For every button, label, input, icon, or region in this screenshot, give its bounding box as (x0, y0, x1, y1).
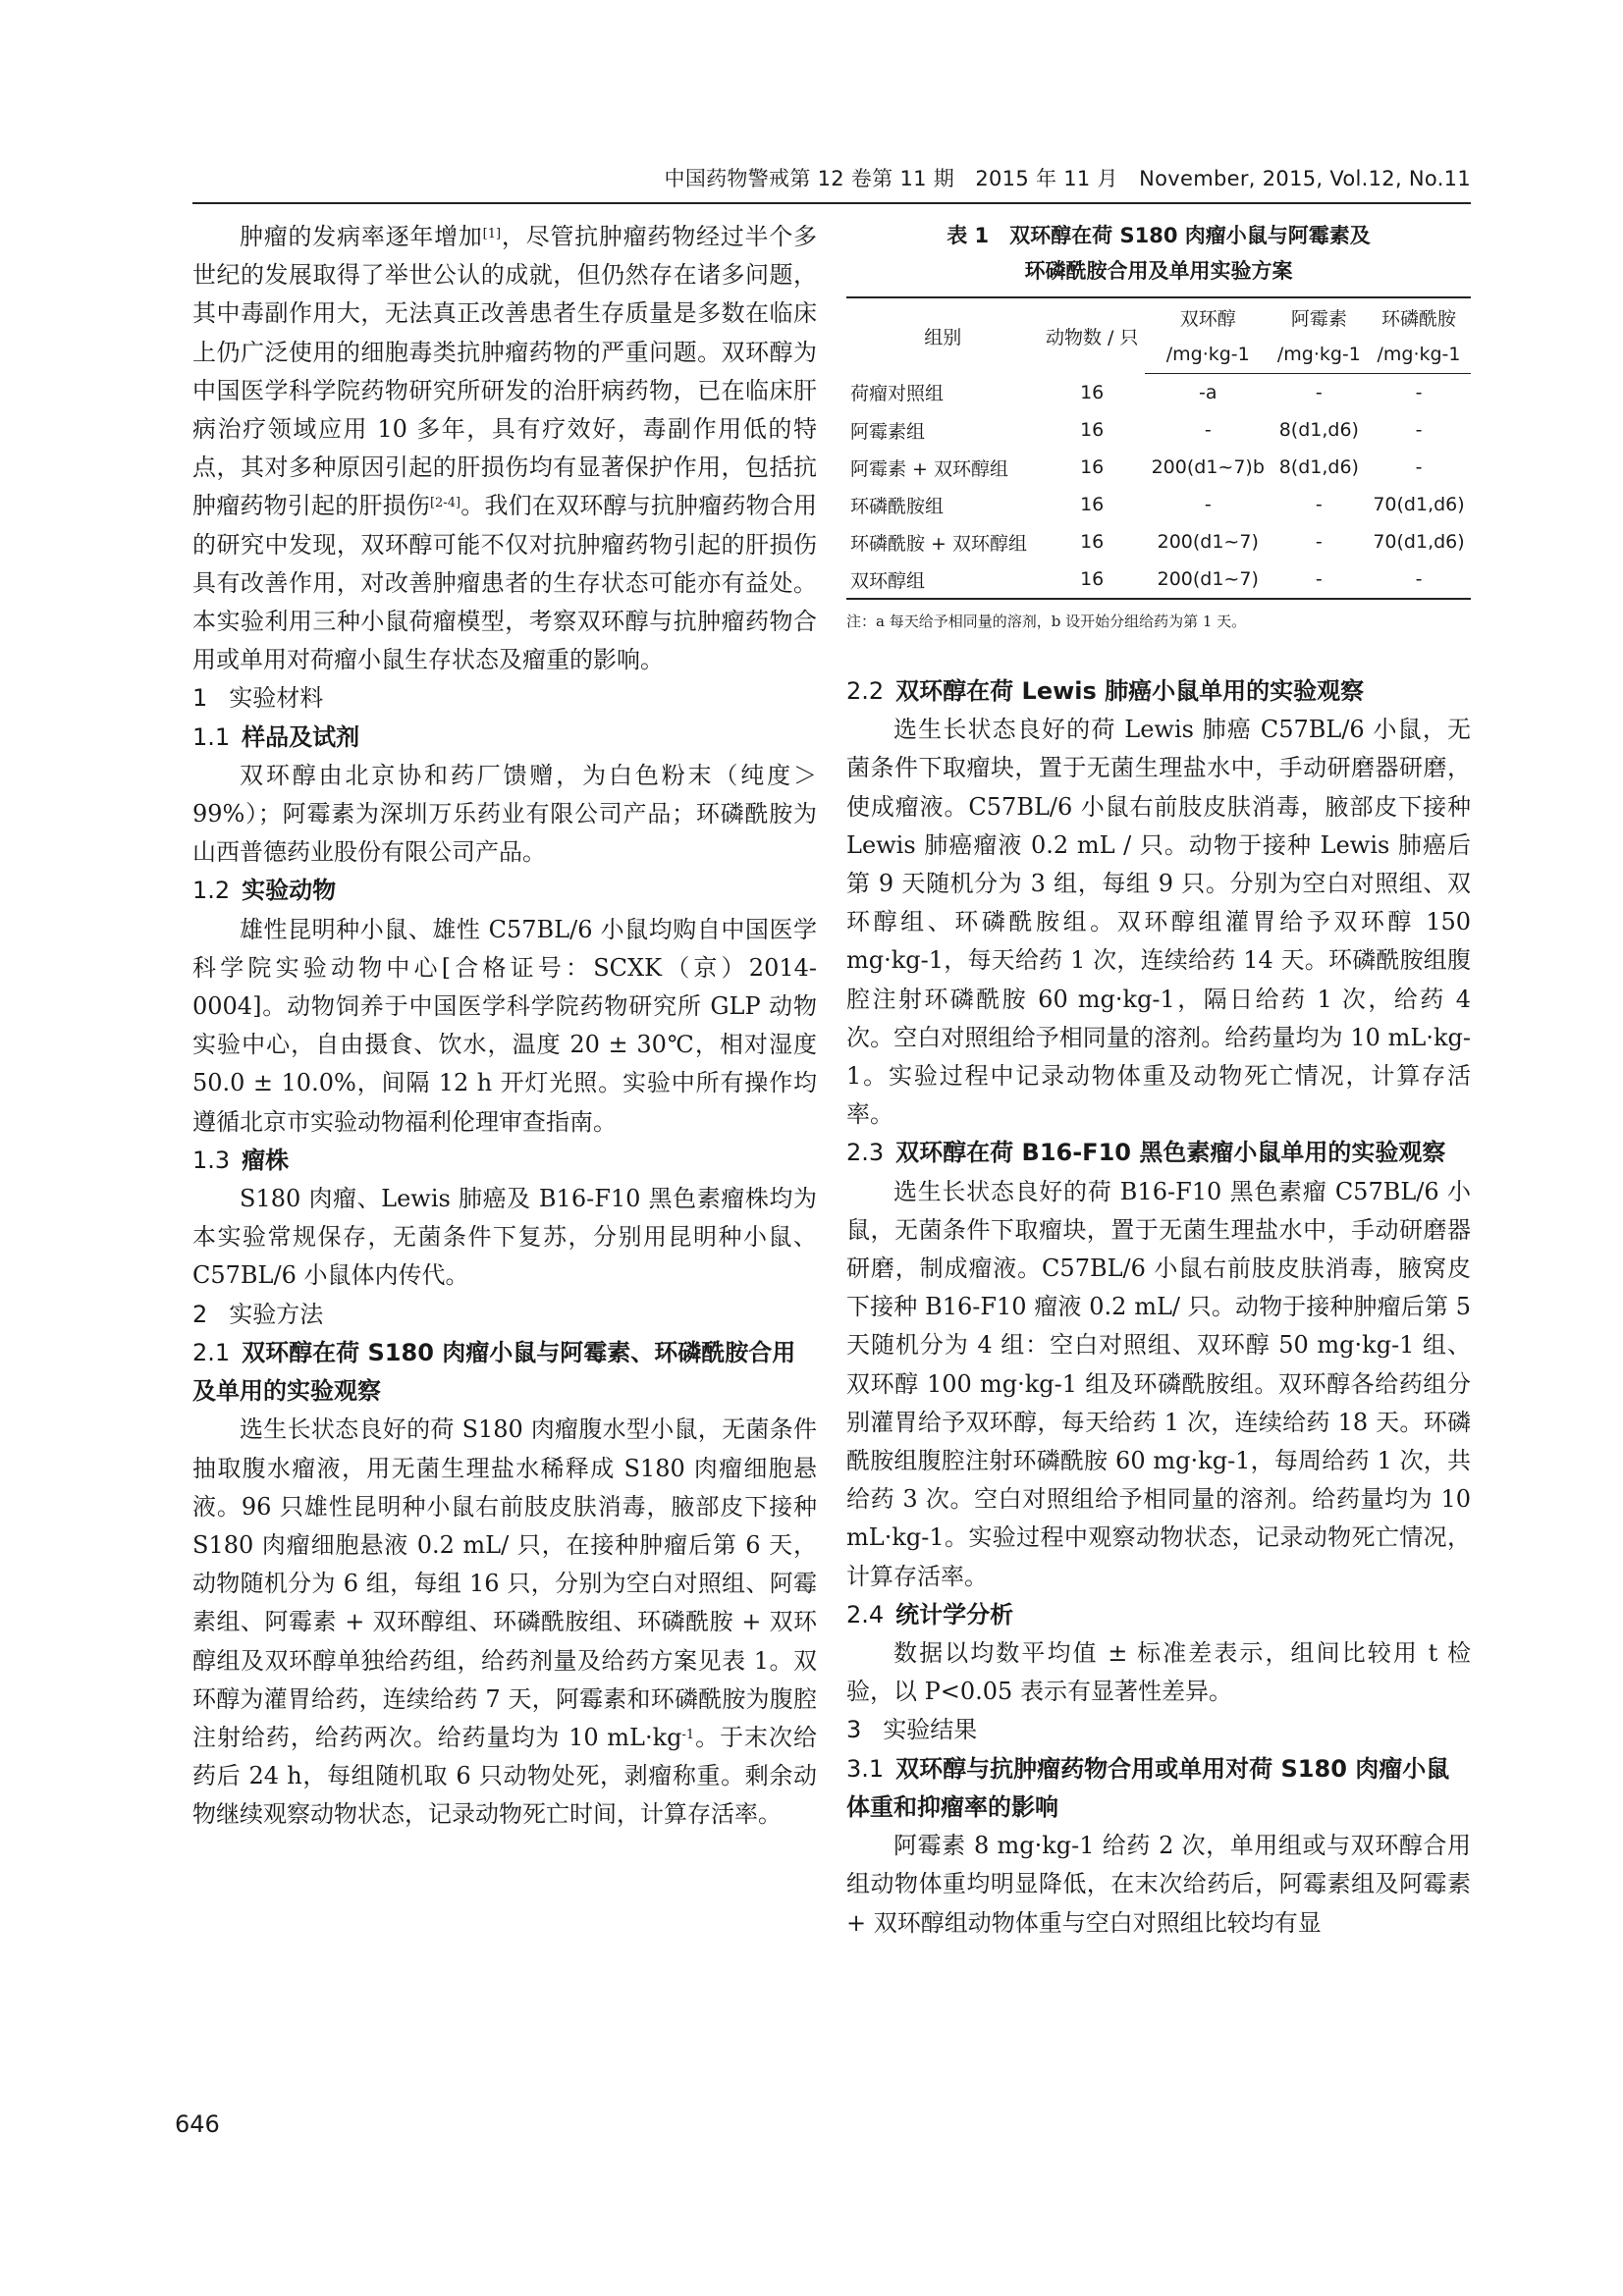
intro-paragraph: 肿瘤的发病率逐年增加[1]，尽管抗肿瘤药物经过半个多世纪的发展取得了举世公认的成就，但仍然存在诸多问题，其中毒副作用大，无法真正改善患者生存质量是多数在临床上仍广泛使用的细胞毒类抗肿瘤药物的严重问题。双环醇为中国医学科学院药物研究所研发的治肝病药物，已在临床肝病治疗领域应用 10 多年，具有疗效好，毒副作用低的特点，其对多种原因引起的肝损伤均有显著保护作用，包括抗肿瘤药物引起的肝损伤[2-4]。我们在双环醇与抗肿瘤药物合用的研究中发现，双环醇可能不仅对抗肿瘤药物引起的肝损伤具有改善作用，对改善肿瘤患者的生存状态可能亦有益处。本实验利用三种小鼠荷瘤模型，考察双环醇与抗肿瘤药物合用或单用对荷瘤小鼠生存状态及瘤重的影响。 (192, 223, 818, 674)
running-title: 中国药物警戒第 12 卷第 11 期 2015 年 11 月 November, 2015, Vol.12, No.11 (664, 167, 1471, 190)
section-heading: 1 实验材料 (192, 684, 324, 713)
table-header: 组别 (846, 297, 1040, 374)
subsection-heading: 1.3 瘤株 (192, 1146, 290, 1174)
table-row: 阿霉素 + 双环醇组 16 200(d1~7)b 8(d1,d6) - (850, 456, 1423, 480)
left-column (192, 218, 817, 1835)
dosing-table (846, 296, 1471, 600)
table-unit: /mg·kg-1 (1271, 336, 1367, 374)
subsection-heading: 1.1 样品及试剂 (192, 722, 360, 751)
citation: [1] (482, 227, 502, 241)
table-1 (846, 218, 1471, 633)
body-paragraph: 雄性昆明种小鼠、雄性 C57BL/6 小鼠均购自中国医学科学院实验动物中心[合格证号：SCXK（京）2014-0004]。动物饲养于中国医学科学院药物研究所 GLP 动物实验中心，自由摄食、饮水，温度 20 ± 30℃，相对湿度 50.0 ± 10.0%，间隔 12 h 开灯光照。实验中所有操作均遵循北京市实验动物福利伦理审查指南。 (192, 915, 817, 1136)
table-header: 阿霉素 (1271, 297, 1367, 336)
table-title: 环磷酰胺合用及单用实验方案 (1024, 259, 1293, 283)
body-paragraph: 阿霉素 8 mg·kg-1 给药 2 次，单用组或与双环醇合用组动物体重均明显降低，在末次给药后，阿霉素组及阿霉素 + 双环醇组动物体重与空白对照组比较均有显 (846, 1832, 1471, 1937)
section-heading: 3 实验结果 (846, 1716, 978, 1744)
table-header: 动物数 / 只 (1040, 297, 1145, 374)
table-unit: /mg·kg-1 (1145, 336, 1271, 374)
citation: [2-4] (429, 496, 461, 511)
running-header (192, 163, 1471, 204)
body-paragraph: 数据以均数平均值 ± 标准差表示，组间比较用 t 检验，以 P<0.05 表示有显著性差异。 (846, 1639, 1471, 1706)
table-header: 双环醇 (1145, 297, 1271, 336)
page-number: 646 (175, 2110, 220, 2138)
table-row: 环磷酰胺 + 双环醇组 16 200(d1~7) - 70(d1,d6) (850, 531, 1465, 555)
table-row: 荷瘤对照组 16 -a - - (850, 381, 1423, 405)
table-row: 双环醇组 16 200(d1~7) - - (846, 561, 1471, 599)
table-note: 注：a 每天给予相同量的溶剂，b 设开始分组给药为第 1 天。 (846, 613, 1247, 630)
body-paragraph: S180 肉瘤、Lewis 肺癌及 B16-F10 黑色素瘤株均为本实验常规保存，无菌条件下复苏，分别用昆明种小鼠、C57BL/6 小鼠体内传代。 (192, 1185, 817, 1290)
subsection-heading: 2.3 双环醇在荷 B16-F10 黑色素瘤小鼠单用的实验观察 (846, 1139, 1446, 1167)
body-paragraph: 选生长状态良好的荷 Lewis 肺癌 C57BL/6 小鼠，无菌条件下取瘤块，置于无菌生理盐水中，手动研磨器研磨，使成瘤液。C57BL/6 小鼠右前肢皮肤消毒，腋部皮下接种 Lewis 肺癌瘤液 0.2 mL / 只。动物于接种 Lewis 肺癌后第 9 天随机分为 3 组，每组 9 只。分别为空白对照组、双环醇组、环磷酰胺组。双环醇组灌胃给予双环醇 150 mg·kg-1，每天给药 1 次，连续给药 14 天。环磷酰胺组腹腔注射环磷酰胺 60 mg·kg-1，隔日给药 1 次，给药 4 次。空白对照组给予相同量的溶剂。给药量均为 10 mL·kg-1。实验过程中记录动物体重及动物死亡情况，计算存活率。 (846, 716, 1471, 1129)
right-column (846, 218, 1471, 1943)
body-paragraph: 选生长状态良好的荷 S180 肉瘤腹水型小鼠，无菌条件抽取腹水瘤液，用无菌生理盐水稀释成 S180 肉瘤细胞悬液。96 只雄性昆明种小鼠右前肢皮肤消毒，腋部皮下接种 S180 肉瘤细胞悬液 0.2 mL/ 只，在接种肿瘤后第 6 天，动物随机分为 6 组，每组 16 只，分别为空白对照组、阿霉素组、阿霉素 + 双环醇组、环磷酰胺组、环磷酰胺 + 双环醇组及双环醇单独给药组，给药剂量及给药方案见表 1。双环醇为灌胃给药，连续给药 7 天，阿霉素和环磷酰胺为腹腔注射给药，给药两次。给药量均为 10 $mL\cdot kg^{-1}$。于末次给药后 24 h，每组随机取 6 只动物处死，剥瘤称重。剩余动物继续观察动物状态，记录动物死亡时间，计算存活率。 (192, 1415, 817, 1829)
section-heading: 2 实验方法 (192, 1300, 324, 1328)
subsection-heading: 2.2 双环醇在荷 Lewis 肺癌小鼠单用的实验观察 (846, 677, 1365, 705)
subsection-heading: 3.1 双环醇与抗肿瘤药物合用或单用对荷 S180 肉瘤小鼠体重和抑瘤率的影响 (846, 1754, 1450, 1821)
table-header: 环磷酰胺 (1367, 297, 1471, 336)
subsection-heading: 2.1 双环醇在荷 S180 肉瘤小鼠与阿霉素、环磷酰胺合用及单用的实验观察 (192, 1338, 796, 1406)
table-row: 环磷酰胺组 16 - - 70(d1,d6) (850, 494, 1465, 517)
table-unit: /mg·kg-1 (1367, 336, 1471, 374)
body-paragraph: 双环醇由北京协和药厂馈赠，为白色粉末（纯度＞99%）；阿霉素为深圳万乐药业有限公司产品；环磷酰胺为山西普德药业股份有限公司产品。 (192, 761, 817, 867)
subsection-heading: 2.4 统计学分析 (846, 1600, 1014, 1629)
table-title: 表 1 双环醇在荷 S180 肉瘤小鼠与阿霉素及 (947, 224, 1371, 247)
body-paragraph: 选生长状态良好的荷 B16-F10 黑色素瘤 C57BL/6 小鼠，无菌条件下取瘤块，置于无菌生理盐水中，手动研磨器研磨，制成瘤液。C57BL/6 小鼠右前肢皮肤消毒，腋窝皮下接种 B16-F10 瘤液 0.2 mL/ 只。动物于接种肿瘤后第 5 天随机分为 4 组：空白对照组、双环醇 50 mg·kg-1 组、双环醇 100 mg·kg-1 组及环磷酰胺组。双环醇各给药组分别灌胃给予双环醇，每天给药 1 次，连续给药 18 天。环磷酰胺组腹腔注射环磷酰胺 60 mg·kg-1，每周给药 1 次，共给药 3 次。空白对照组给予相同量的溶剂。给药量均为 10 mL·kg-1。实验过程中观察动物状态，记录动物死亡情况，计算存活率。 (846, 1177, 1471, 1590)
subsection-heading: 1.2 实验动物 (192, 877, 337, 905)
table-row: 阿霉素组 16 - 8(d1,d6) - (850, 419, 1423, 443)
